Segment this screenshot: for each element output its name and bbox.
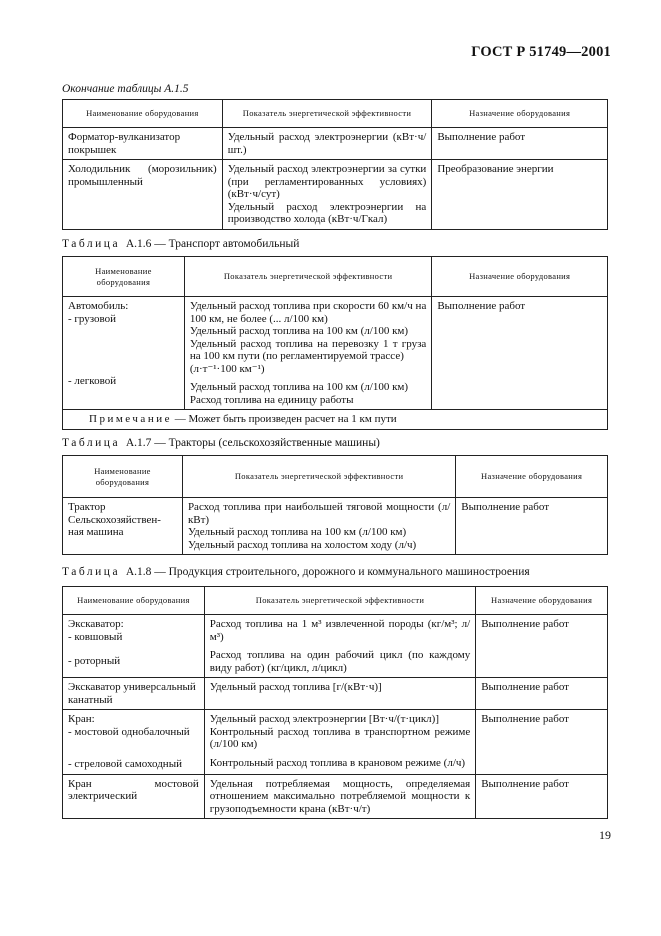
table-note: Примечание — Может быть произведен расчет на 1 км пути — [63, 410, 608, 430]
equipment-name: Кран: - мостовой однобалочный - стреловой самоходный — [63, 710, 205, 775]
column-header-name: Наименование оборудования — [63, 456, 183, 498]
table-note-row — [63, 410, 608, 430]
table-a16-caption: Таблица А.1.6 — Транспорт автомобильный — [62, 238, 300, 250]
table-a16 — [62, 256, 608, 430]
table-row — [63, 160, 608, 230]
table-a18 — [62, 586, 608, 819]
table-row — [63, 498, 608, 555]
table-a15 — [62, 99, 608, 230]
column-header-purpose: Назначение оборудования — [432, 100, 608, 128]
column-header-indicator: Показатель энергетической эффективности — [184, 257, 432, 297]
table-a17 — [62, 455, 608, 555]
page-number: 19 — [599, 828, 611, 842]
column-header-indicator: Показатель энергетической эффективности — [204, 587, 475, 615]
equipment-purpose: Выполнение работ — [432, 128, 608, 160]
column-header-name: Наименование оборудования — [63, 587, 205, 615]
column-header-name: Наименование оборудования — [63, 257, 185, 297]
standard-header: ГОСТ Р 51749—2001 — [471, 44, 611, 60]
equipment-name: Трактор Сельскохозяйствен- ная машина — [63, 498, 183, 555]
column-header-indicator: Показатель энергетической эффективности — [182, 456, 455, 498]
efficiency-indicator: Расход топлива на 1 м³ извлеченной породы (кг/м³; л/м³) Расход топлива на один рабочий цикл (по каждому виду работ) (кг/цикл, л/цикл) — [204, 615, 475, 678]
equipment-purpose: Выполнение работ — [476, 710, 608, 775]
equipment-name: Холодильник (морозильник) промышленный — [63, 160, 223, 230]
table-row — [63, 678, 608, 710]
equipment-purpose: Выполнение работ — [432, 297, 608, 410]
equipment-name: Экскаватор универсальный канатный — [63, 678, 205, 710]
efficiency-indicator: Удельный расход электроэнергии [Вт·ч/(т·цикл)] Контрольный расход топлива в транспортном режиме (л/100 км) Контрольный расход топлива в крановом режиме (л/ч) — [204, 710, 475, 775]
table-row — [63, 710, 608, 775]
equipment-name: Форматор-вулканизатор покрышек — [63, 128, 223, 160]
column-header-purpose: Назначение оборудования — [456, 456, 608, 498]
table-row — [63, 774, 608, 819]
efficiency-indicator: Удельная потребляемая мощность, определяемая отношением максимально потребляемой мощности к грузоподъемности крана (кВт·ч/т) — [204, 774, 475, 819]
column-header-name: Наименование оборудования — [63, 100, 223, 128]
table-a17-caption: Таблица А.1.7 — Тракторы (сельскохозяйственные машины) — [62, 437, 380, 449]
table-row — [63, 297, 608, 410]
equipment-purpose: Выполнение работ — [476, 774, 608, 819]
efficiency-indicator: Удельный расход топлива [г/(кВт·ч)] — [204, 678, 475, 710]
column-header-indicator: Показатель энергетической эффективности — [222, 100, 432, 128]
efficiency-indicator: Удельный расход электроэнергии за сутки (при регламентированных условиях) (кВт·ч/сут) Удельный расход электроэнергии на производство холода (кВт·ч/Гкал) — [222, 160, 432, 230]
equipment-purpose: Выполнение работ — [476, 615, 608, 678]
equipment-name: Экскаватор: - ковшовый - роторный — [63, 615, 205, 678]
table-a15-caption: Окончание таблицы А.1.5 — [62, 83, 189, 95]
efficiency-indicator: Расход топлива при наибольшей тяговой мощности (л/кВт) Удельный расход топлива на 100 км (л/100 км) Удельный расход топлива на холостом ходу (л/ч) — [182, 498, 455, 555]
equipment-name: Кран мостовой электрический — [63, 774, 205, 819]
table-a18-caption: Таблица А.1.8 — Продукция строительного, дорожного и коммунального машиностроения — [62, 566, 530, 578]
column-header-purpose: Назначение оборудования — [432, 257, 608, 297]
equipment-purpose: Выполнение работ — [456, 498, 608, 555]
efficiency-indicator: Удельный расход электроэнергии (кВт·ч/шт.) — [222, 128, 432, 160]
equipment-name: Автомобиль: - грузовой - легковой — [63, 297, 185, 410]
efficiency-indicator: Удельный расход топлива при скорости 60 км/ч на 100 км, не более (... л/100 км) Удельный расход топлива на 100 км (л/100 км) Удельный расход топлива на перевозку 1 т груза на 100 км пути (по регламентируемой трассе) (л·т⁻¹·100 км⁻¹) Удельный расход топлива на 100 км (л/100 км) Расход топлива на единицу работы — [184, 297, 432, 410]
table-row — [63, 128, 608, 160]
column-header-purpose: Назначение оборудования — [476, 587, 608, 615]
equipment-purpose: Выполнение работ — [476, 678, 608, 710]
equipment-purpose: Преобразование энергии — [432, 160, 608, 230]
table-row — [63, 615, 608, 678]
